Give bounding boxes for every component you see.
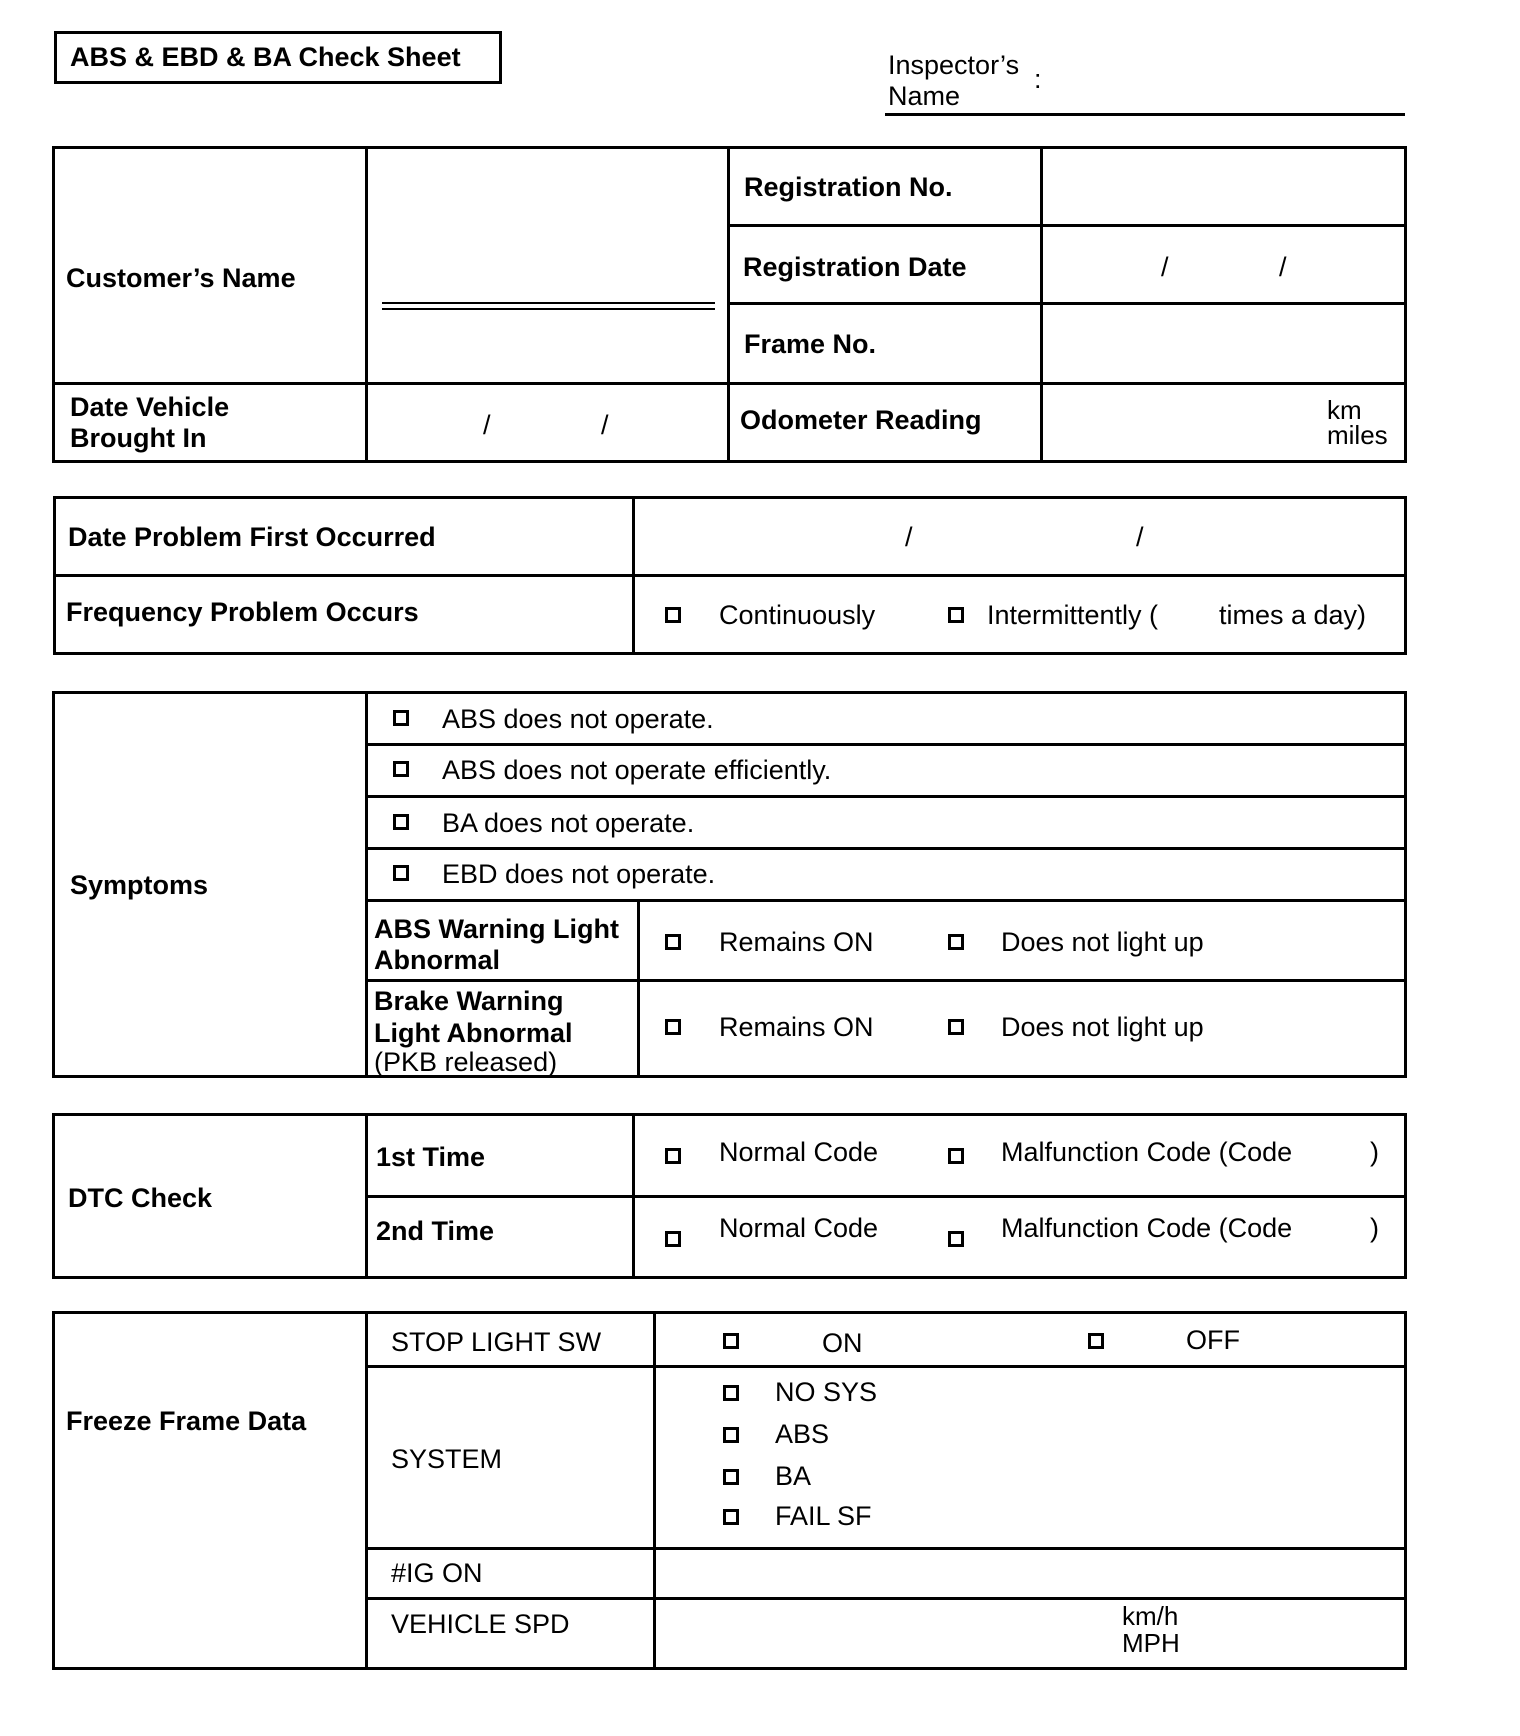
inspector-colon: : <box>1034 64 1042 94</box>
continuously-checkbox[interactable] <box>665 607 681 623</box>
continuously-label: Continuously <box>719 600 876 630</box>
symptom-checkbox[interactable] <box>393 814 409 830</box>
abs-remains-on-checkbox[interactable] <box>665 934 681 950</box>
symptom-checkbox[interactable] <box>393 710 409 726</box>
registration-date-label: Registration Date <box>743 252 967 282</box>
symptoms-label: Symptoms <box>70 870 209 900</box>
registration-no-label: Registration No. <box>744 172 953 202</box>
date-brought-in-slash-1: / <box>483 410 491 440</box>
stop-light-on-label: ON <box>822 1328 863 1358</box>
date-first-slash-2: / <box>1136 522 1144 552</box>
freeze-frame-label: Freeze Frame Data <box>66 1406 307 1436</box>
brake-warning-light-label: Brake Warning Light Abnormal (PKB released) <box>374 986 573 1077</box>
abs-warning-light-label: ABS Warning Light Abnormal <box>374 914 619 975</box>
abs-remains-on-label: Remains ON <box>719 927 874 957</box>
symptom-checkbox[interactable] <box>393 865 409 881</box>
dtc2-normal-checkbox[interactable] <box>665 1231 681 1247</box>
ig-on-label: #IG ON <box>391 1558 483 1588</box>
stop-light-on-checkbox[interactable] <box>723 1333 739 1349</box>
dtc2-close-paren: ) <box>1370 1213 1379 1243</box>
system-option-checkbox[interactable] <box>723 1427 739 1443</box>
intermittently-checkbox[interactable] <box>948 607 964 623</box>
customer-name-label: Customer’s Name <box>66 263 296 293</box>
frequency-label: Frequency Problem Occurs <box>66 597 419 627</box>
dtc1-malfunction-checkbox[interactable] <box>948 1148 964 1164</box>
symptom-item: ABS does not operate. <box>442 704 714 734</box>
intermittently-label: Intermittently ( <box>987 600 1159 630</box>
odometer-label: Odometer Reading <box>740 405 982 435</box>
abs-not-light-checkbox[interactable] <box>948 934 964 950</box>
registration-date-slash-2: / <box>1279 252 1287 282</box>
brake-remains-on-checkbox[interactable] <box>665 1019 681 1035</box>
system-option: NO SYS <box>775 1377 878 1407</box>
dtc-second-time-label: 2nd Time <box>376 1216 495 1246</box>
date-first-occurred-label: Date Problem First Occurred <box>68 522 436 552</box>
dtc2-malfunction-checkbox[interactable] <box>948 1231 964 1247</box>
system-option-checkbox[interactable] <box>723 1509 739 1525</box>
system-option: ABS <box>775 1419 830 1449</box>
odometer-units: km miles <box>1327 395 1388 450</box>
inspector-label: Inspector’s Name <box>888 50 1020 111</box>
dtc1-malfunction-label: Malfunction Code (Code <box>1001 1137 1293 1167</box>
symptom-item: EBD does not operate. <box>442 859 716 889</box>
dtc2-normal-label: Normal Code <box>719 1213 879 1243</box>
inspector-name-field[interactable] <box>885 113 1405 116</box>
dtc1-close-paren: ) <box>1370 1137 1379 1167</box>
system-option-checkbox[interactable] <box>723 1385 739 1401</box>
customer-name-field[interactable] <box>382 302 715 304</box>
abs-not-light-label: Does not light up <box>1001 927 1204 957</box>
dtc-check-label: DTC Check <box>68 1183 213 1213</box>
date-first-slash-1: / <box>905 522 913 552</box>
stop-light-off-label: OFF <box>1186 1325 1240 1355</box>
frame-no-label: Frame No. <box>744 329 877 359</box>
system-option: FAIL SF <box>775 1501 872 1531</box>
dtc1-normal-checkbox[interactable] <box>665 1148 681 1164</box>
date-brought-in-slash-2: / <box>601 410 609 440</box>
brake-not-light-label: Does not light up <box>1001 1012 1204 1042</box>
date-brought-in-label: Date Vehicle Brought In <box>70 392 230 453</box>
symptom-item: BA does not operate. <box>442 808 695 838</box>
system-option-checkbox[interactable] <box>723 1469 739 1485</box>
vehicle-spd-units: km/h MPH <box>1122 1601 1180 1658</box>
registration-date-slash-1: / <box>1161 252 1169 282</box>
stop-light-off-checkbox[interactable] <box>1088 1333 1104 1349</box>
dtc1-normal-label: Normal Code <box>719 1137 879 1167</box>
brake-not-light-checkbox[interactable] <box>948 1019 964 1035</box>
stop-light-sw-label: STOP LIGHT SW <box>391 1327 602 1357</box>
sheet-title: ABS & EBD & BA Check Sheet <box>70 42 461 72</box>
times-a-day-label: times a day) <box>1219 600 1367 630</box>
brake-remains-on-label: Remains ON <box>719 1012 874 1042</box>
system-option: BA <box>775 1461 812 1491</box>
symptom-item: ABS does not operate efficiently. <box>442 755 832 785</box>
dtc-first-time-label: 1st Time <box>376 1142 486 1172</box>
vehicle-spd-label: VEHICLE SPD <box>391 1609 570 1639</box>
system-label: SYSTEM <box>391 1444 503 1474</box>
dtc2-malfunction-label: Malfunction Code (Code <box>1001 1213 1293 1243</box>
symptom-checkbox[interactable] <box>393 761 409 777</box>
